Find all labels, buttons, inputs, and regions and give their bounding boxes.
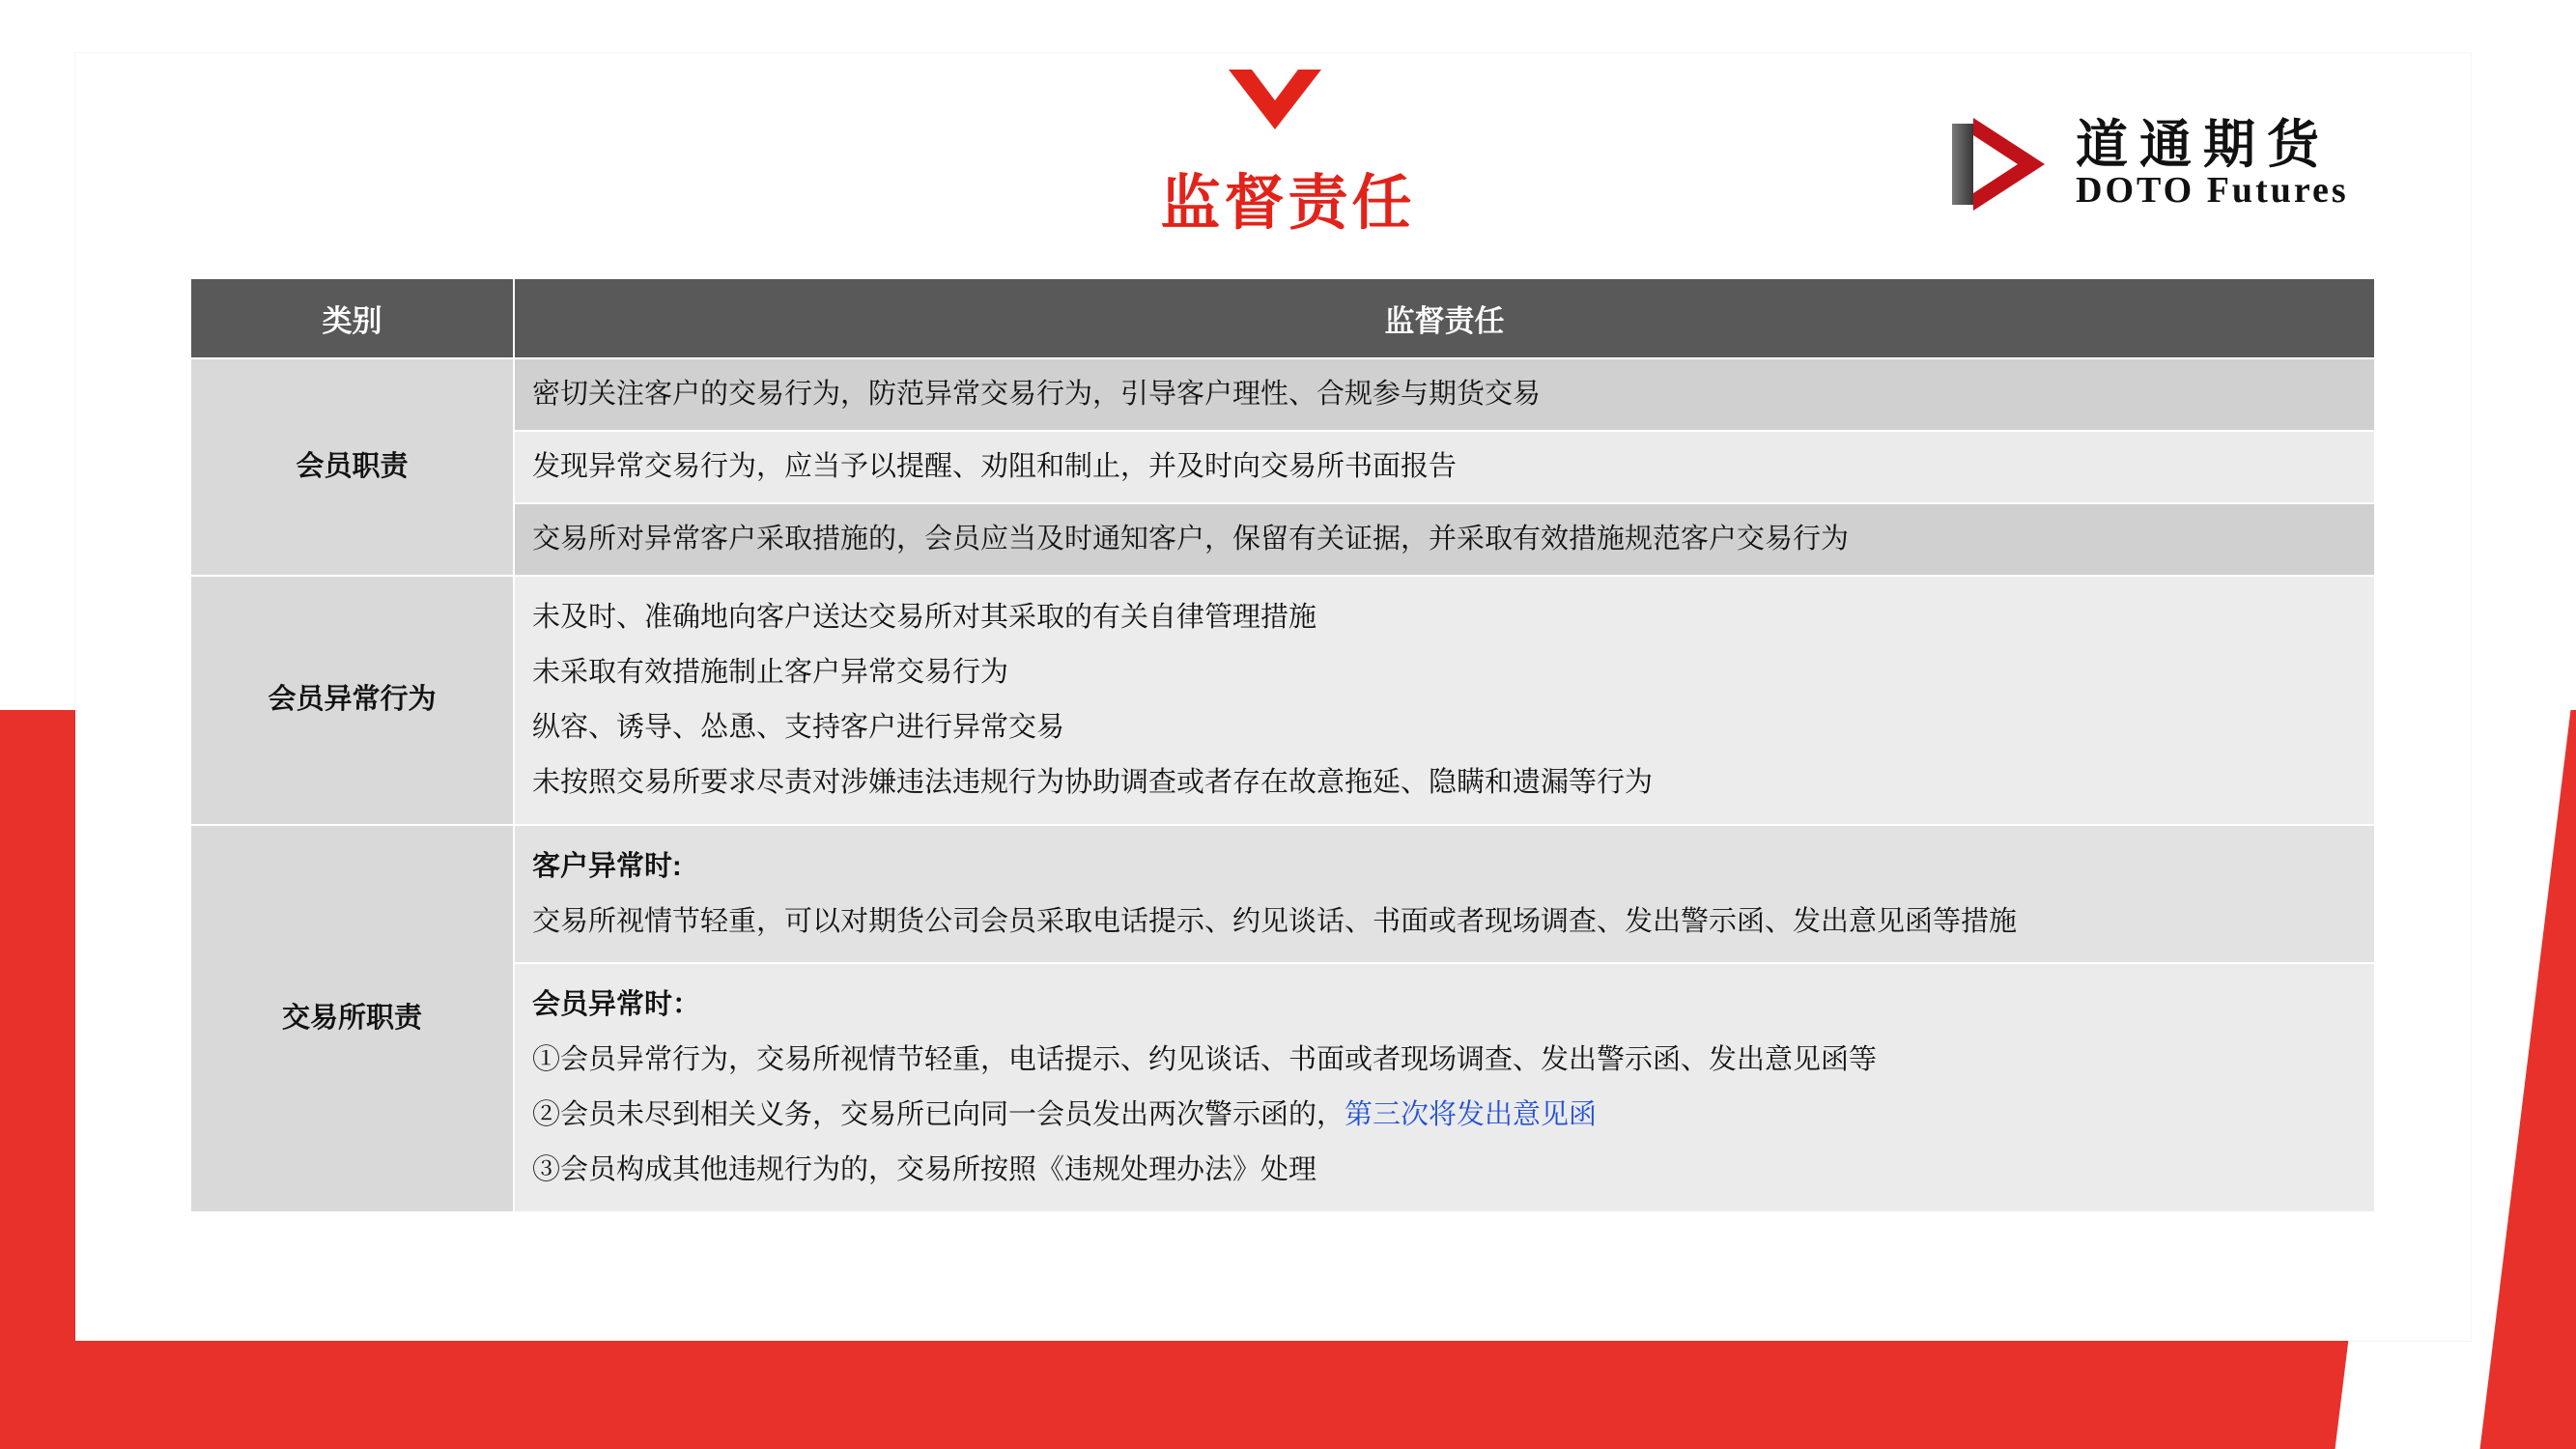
list-item: 未及时、准确地向客户送达交易所对其采取的有关自律管理措施	[532, 601, 1317, 633]
company-logo	[1948, 106, 2450, 222]
cell-exchange-member-abnormal	[514, 963, 2375, 1212]
block-line-with-link	[532, 1088, 2357, 1143]
row-category-member-abnormal: 会员异常行为	[190, 576, 514, 825]
cell-exchange-customer-abnormal	[514, 825, 2375, 964]
column-header-category: 类别	[190, 278, 514, 358]
column-header-responsibility: 监督责任	[514, 278, 2375, 358]
table-row	[190, 825, 2375, 964]
cell-member-abnormal-list	[514, 576, 2375, 825]
cell-member-duty-3: 交易所对异常客户采取措施的，会员应当及时通知客户，保留有关证据，并采取有效措施规范客户交易行为	[514, 503, 2375, 576]
table-row	[190, 576, 2375, 825]
block-heading: 客户异常时:	[532, 850, 682, 882]
row-category-exchange-duty: 交易所职责	[190, 825, 514, 1213]
logo-en-name: DOTO Futures	[2076, 170, 2349, 212]
block-line: ③会员构成其他违规行为的，交易所按照《违规处理办法》处理	[532, 1154, 1317, 1186]
list-item: 未按照交易所要求尽责对涉嫌违法违规行为协助调查或者存在故意拖延、隐瞒和遗漏等行为	[532, 766, 1654, 798]
table-row	[190, 431, 2375, 503]
table-row	[190, 503, 2375, 576]
table-row	[190, 963, 2375, 1212]
page-title: 监督责任	[1160, 170, 1416, 237]
chevron-down-icon-inner	[1252, 70, 1298, 100]
row-category-member-duty: 会员职责	[190, 358, 514, 576]
block-line-text: ②会员未尽到相关义务，交易所已向同一会员发出两次警示函的，	[532, 1099, 1345, 1131]
doto-arrow-logo-icon	[1948, 112, 2062, 216]
table-header-row	[190, 278, 2375, 358]
block-line: 交易所视情节轻重，可以对期货公司会员采取电话提示、约见谈话、书面或者现场调查、发出警示函、发出意见函等措施	[532, 905, 2018, 937]
list-item: 未采取有效措施制止客户异常交易行为	[532, 656, 1009, 688]
table-row	[190, 358, 2375, 431]
cell-member-duty-1: 密切关注客户的交易行为，防范异常交易行为，引导客户理性、合规参与期货交易	[514, 358, 2375, 431]
logo-cn-name: 道通期货	[2076, 115, 2331, 174]
list-item: 纵容、诱导、怂恿、支持客户进行异常交易	[532, 711, 1065, 743]
highlight-link[interactable]: 第三次将发出意见函	[1345, 1099, 1598, 1131]
block-heading: 会员异常时：	[532, 989, 701, 1021]
responsibility-table	[189, 277, 2376, 1213]
cell-member-duty-2: 发现异常交易行为，应当予以提醒、劝阻和制止，并及时向交易所书面报告	[514, 431, 2375, 503]
block-line: ①会员异常行为，交易所视情节轻重，电话提示、约见谈话、书面或者现场调查、发出警示函、发出意见函等	[532, 1044, 1878, 1076]
